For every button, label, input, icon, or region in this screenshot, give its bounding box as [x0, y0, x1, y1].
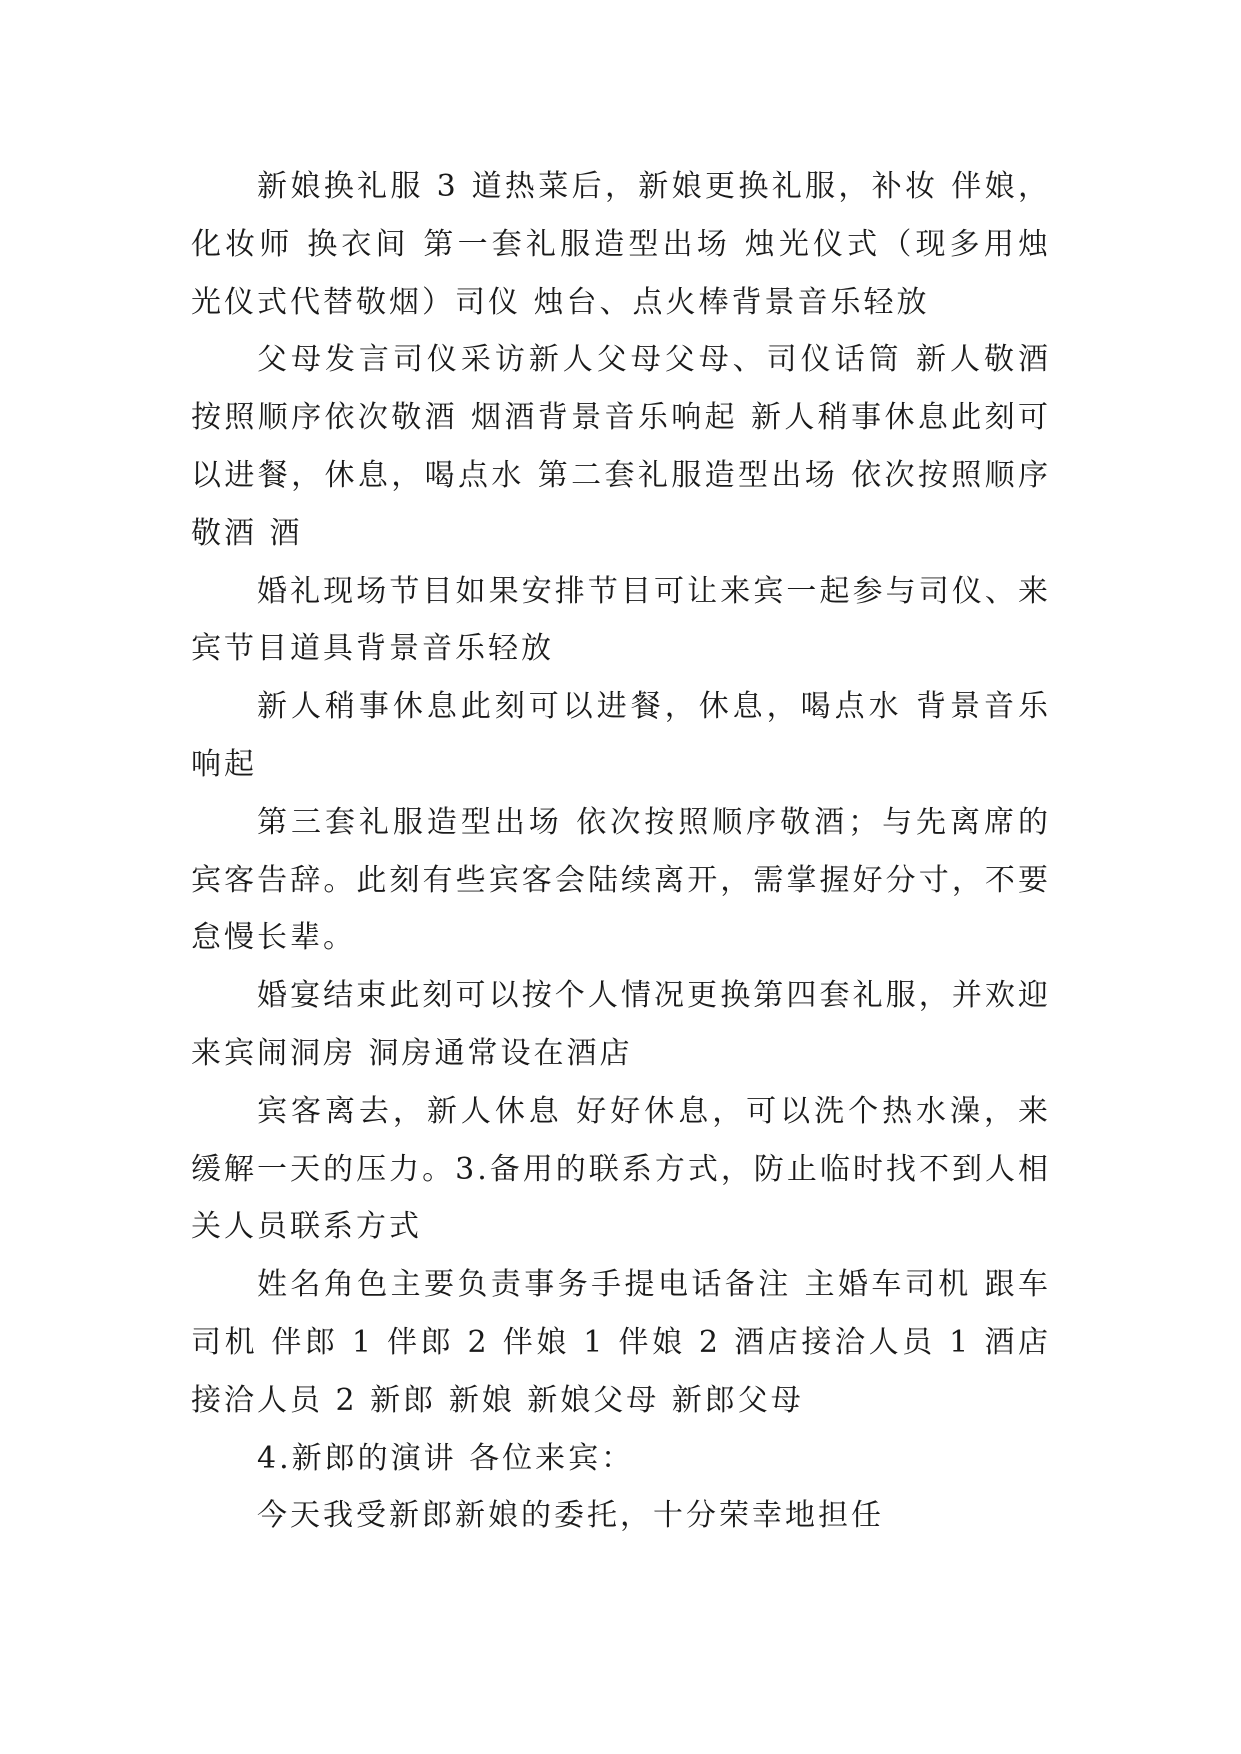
document-body: [191, 158, 1051, 1545]
paragraph-newlyweds-rest: 新人稍事休息此刻可以进餐，休息，喝点水 背景音乐响起: [191, 689, 1051, 782]
paragraph-parents-speech-toast: 父母发言司仪采访新人父母父母、司仪话筒 新人敬酒按照顺序依次敬酒 烟酒背景音乐响起 新人稍事休息此刻可以进餐，休息，喝点水 第二套礼服造型出场 依次按照顺序敬酒 酒: [191, 342, 1051, 551]
paragraph-banquet-end: 婚宴结束此刻可以按个人情况更换第四套礼服，并欢迎来宾闹洞房 洞房通常设在酒店: [191, 978, 1051, 1071]
paragraph-speech-opening: 今天我受新郎新娘的委托，十分荣幸地担任: [257, 1498, 884, 1534]
paragraph-contact-roles: 姓名角色主要负责事务手提电话备注 主婚车司机 跟车司机 伴郎 1 伴郎 2 伴娘 1 伴娘 2 酒店接洽人员 1 酒店接洽人员 2 新郎 新娘 新娘父母 新郎父母: [191, 1267, 1051, 1418]
paragraph-groom-speech-heading: 4.新郎的演讲 各位来宾：: [257, 1440, 635, 1476]
paragraph-third-dress: 第三套礼服造型出场 依次按照顺序敬酒；与先离席的宾客告辞。此刻有些宾客会陆续离开，需掌握好分寸，不要怠慢长辈。: [191, 804, 1051, 956]
paragraph-guests-leave: 宾客离去，新人休息 好好休息，可以洗个热水澡，来缓解一天的压力。3.备用的联系方式，防止临时找不到人相关人员联系方式: [191, 1093, 1051, 1245]
paragraph-wedding-program: 婚礼现场节目如果安排节目可让来宾一起参与司仪、来宾节目道具背景音乐轻放: [191, 573, 1051, 667]
paragraph-bride-dress-change: 新娘换礼服 3 道热菜后，新娘更换礼服，补妆 伴娘，化妆师 换衣间 第一套礼服造型出场 烛光仪式（现多用烛光仪式代替敬烟）司仪 烛台、点火棒背景音乐轻放: [191, 169, 1051, 320]
